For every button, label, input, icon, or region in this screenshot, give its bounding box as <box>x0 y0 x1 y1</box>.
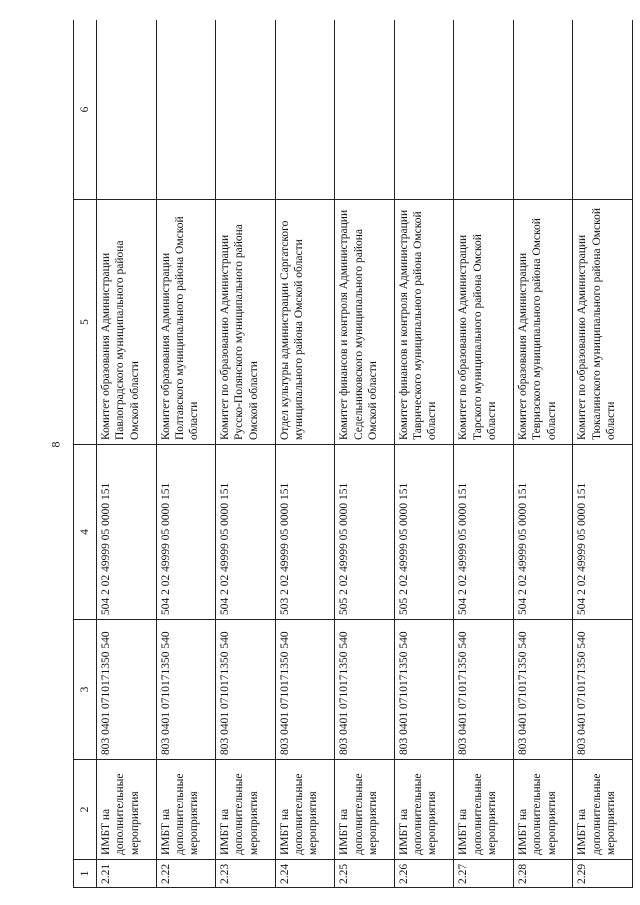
column-header-5: 5 <box>74 200 97 445</box>
table-row <box>97 20 157 888</box>
income-code: 505 2 02 49999 05 0000 151 <box>394 445 454 620</box>
column-6-cell <box>454 20 514 200</box>
expense-code: 803 0401 0710171350 540 <box>97 620 157 760</box>
income-code: 504 2 02 49999 05 0000 151 <box>454 445 514 620</box>
row-number: 2.22 <box>156 860 216 888</box>
recipient-name: Комитет образования Администрации Павлоградского муниципального района Омской области <box>97 200 157 445</box>
row-number: 2.29 <box>573 860 633 888</box>
column-header-3: 3 <box>74 620 97 760</box>
row-number: 2.24 <box>275 860 335 888</box>
table-row <box>335 20 395 888</box>
row-number: 2.23 <box>216 860 276 888</box>
expense-code: 803 0401 0710171350 540 <box>513 620 573 760</box>
transfer-name: ИМБТ на дополнительные мероприятия <box>335 760 395 860</box>
column-6-cell <box>275 20 335 200</box>
income-code: 504 2 02 49999 05 0000 151 <box>97 445 157 620</box>
transfer-name: ИМБТ на дополнительные мероприятия <box>454 760 514 860</box>
column-number-header-row <box>74 20 97 888</box>
row-number: 2.28 <box>513 860 573 888</box>
expense-code: 803 0401 0710171350 540 <box>394 620 454 760</box>
column-header-1: 1 <box>74 860 97 888</box>
column-header-6: 6 <box>74 20 97 200</box>
column-6-cell <box>97 20 157 200</box>
transfer-name: ИМБТ на дополнительные мероприятия <box>573 760 633 860</box>
income-code: 505 2 02 49999 05 0000 151 <box>335 445 395 620</box>
table-row <box>275 20 335 888</box>
allocation-table <box>73 20 633 888</box>
recipient-name: Комитет по образованию Администрации Тюкалинского муниципального района Омской области <box>573 200 633 445</box>
table-row <box>454 20 514 888</box>
column-header-4: 4 <box>74 445 97 620</box>
row-number: 2.25 <box>335 860 395 888</box>
income-code: 504 2 02 49999 05 0000 151 <box>216 445 276 620</box>
transfer-name: ИМБТ на дополнительные мероприятия <box>275 760 335 860</box>
expense-code: 803 0401 0710171350 540 <box>216 620 276 760</box>
income-code: 504 2 02 49999 05 0000 151 <box>156 445 216 620</box>
table-viewport <box>73 20 633 888</box>
transfer-name: ИМБТ на дополнительные мероприятия <box>394 760 454 860</box>
expense-code: 803 0401 0710171350 540 <box>454 620 514 760</box>
recipient-name: Комитет образования Администрации Полтавского муниципального района Омской области <box>156 200 216 445</box>
transfer-name: ИМБТ на дополнительные мероприятия <box>97 760 157 860</box>
recipient-name: Комитет по образованию Администрации Тарского муниципального района Омской области <box>454 200 514 445</box>
recipient-name: Комитет образования Администрации Тевризского муниципального района Омской области <box>513 200 573 445</box>
column-6-cell <box>573 20 633 200</box>
income-code: 504 2 02 49999 05 0000 151 <box>573 445 633 620</box>
transfer-name: ИМБТ на дополнительные мероприятия <box>216 760 276 860</box>
table-row <box>156 20 216 888</box>
row-number: 2.26 <box>394 860 454 888</box>
expense-code: 803 0401 0710171350 540 <box>573 620 633 760</box>
transfer-name: ИМБТ на дополнительные мероприятия <box>513 760 573 860</box>
expense-code: 803 0401 0710171350 540 <box>156 620 216 760</box>
expense-code: 803 0401 0710171350 540 <box>275 620 335 760</box>
table-row <box>216 20 276 888</box>
recipient-name: Комитет по образованию Администрации Русско-Полянского муниципального района Омской области <box>216 200 276 445</box>
column-6-cell <box>513 20 573 200</box>
table-row <box>513 20 573 888</box>
column-6-cell <box>335 20 395 200</box>
column-6-cell <box>394 20 454 200</box>
column-header-2: 2 <box>74 760 97 860</box>
table-row <box>573 20 633 888</box>
expense-code: 803 0401 0710171350 540 <box>335 620 395 760</box>
rotated-page-content <box>73 20 633 888</box>
column-6-cell <box>156 20 216 200</box>
page-number: 8 <box>48 441 63 448</box>
column-6-cell <box>216 20 276 200</box>
row-number: 2.27 <box>454 860 514 888</box>
recipient-name: Отдел культуры администрации Саргатского муниципального района Омской области <box>275 200 335 445</box>
row-number: 2.21 <box>97 860 157 888</box>
recipient-name: Комитет финансов и контроля Администрации Седельниковского муниципального района Омской области <box>335 200 395 445</box>
income-code: 503 2 02 49999 05 0000 151 <box>275 445 335 620</box>
transfer-name: ИМБТ на дополнительные мероприятия <box>156 760 216 860</box>
table-row <box>394 20 454 888</box>
recipient-name: Комитет финансов и контроля Администрации Таврического муниципального района Омской области <box>394 200 454 445</box>
income-code: 504 2 02 49999 05 0000 151 <box>513 445 573 620</box>
